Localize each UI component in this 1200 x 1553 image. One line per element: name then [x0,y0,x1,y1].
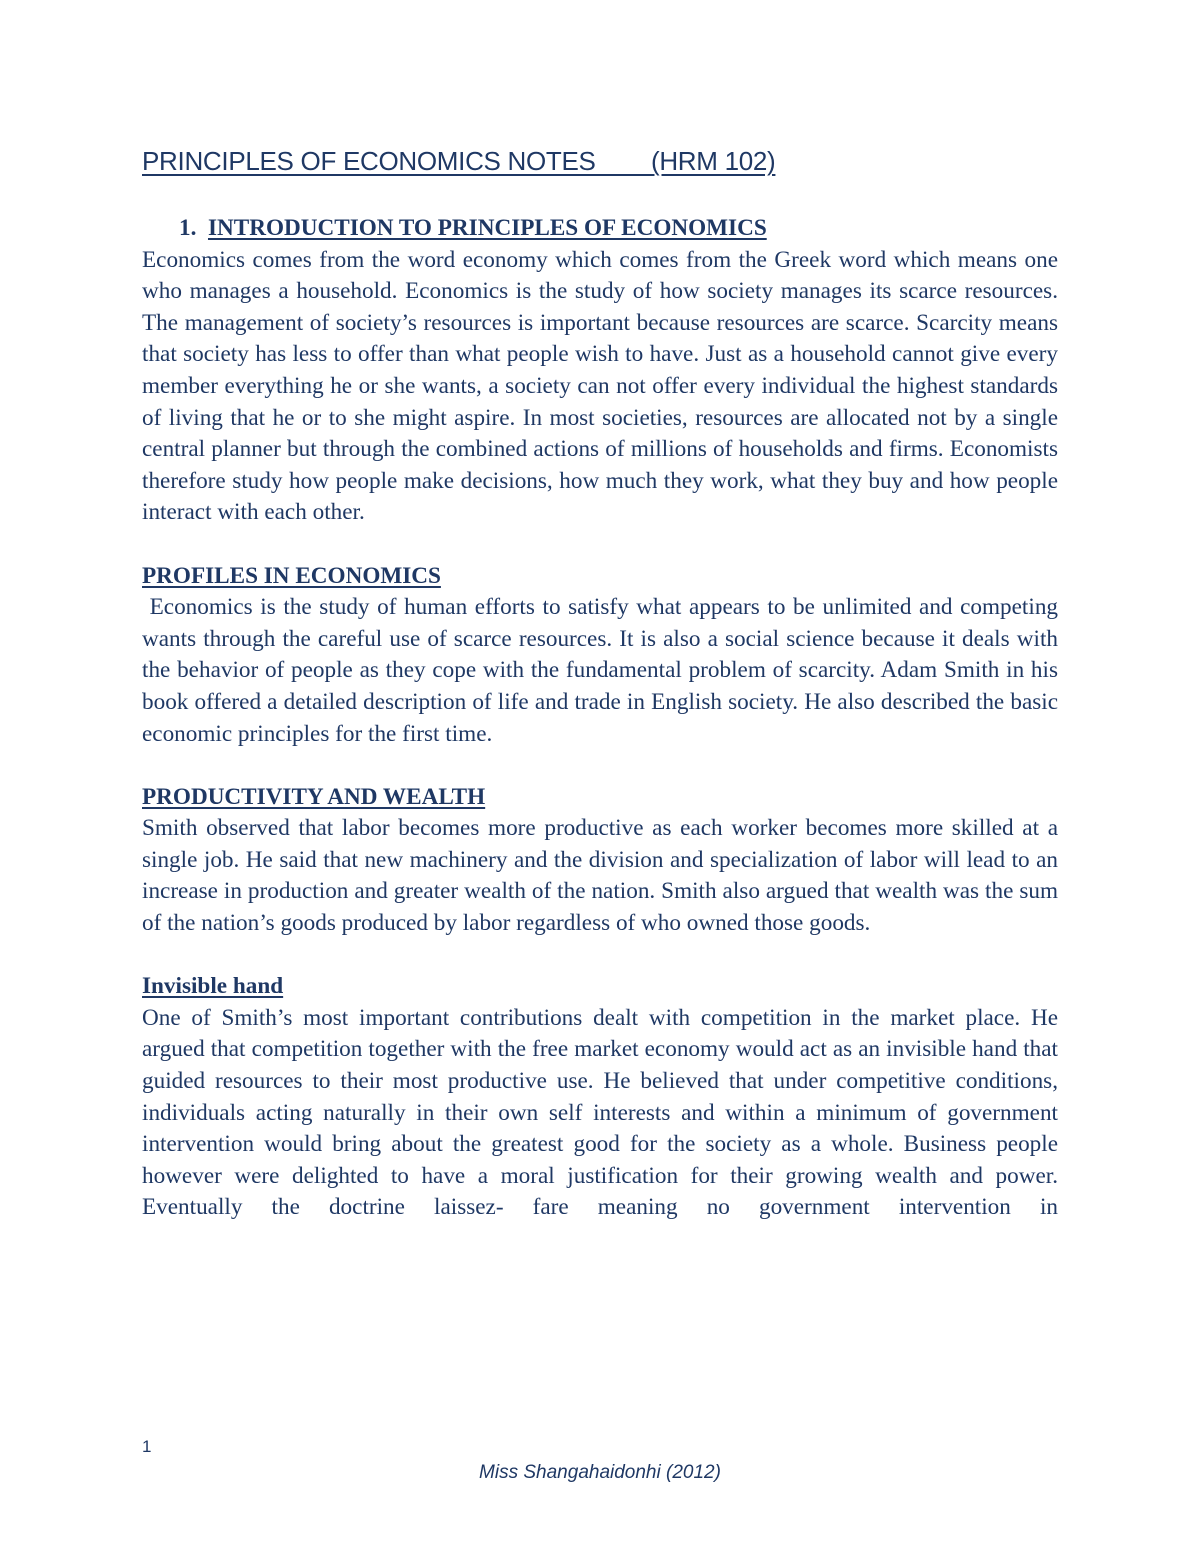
page-footer: Miss Shangahaidonhi (2012) [479,1462,721,1483]
document-body [142,213,1064,1224]
section-heading-profiles: PROFILES IN ECONOMICS [142,562,441,589]
section-paragraph-productivity: Smith observed that labor becomes more productive as each worker becomes more skilled at a single job. He said that new machinery and the division and specialization of labor will lead to an increase in production and greater wealth of the nation. Smith also argued that wealth was the sum of the nation’s goods produced by labor regardless of who owned those goods. [142,815,1058,937]
section-paragraph-introduction: Economics comes from the word economy which comes from the Greek word which means one who manages a household. Economics is the study of how society manages its scarce resources. The management of society’s resources is important because resources are scarce. Scarcity means that society has less to offer than what people wish to have. Just as a household cannot give every member everything he or she wants, a society can not offer every individual the highest standards of living that he or to she might aspire. In most societies, resources are allocated not by a single central planner but through the combined actions of millions of households and firms. Economists therefore study how people make decisions, how much they work, what they buy and how people interact with each other. [142,246,1058,526]
section-heading-invisible-hand: Invisible hand [142,973,284,1000]
document-title: PRINCIPLES OF ECONOMICS NOTES (HRM 102) [142,146,776,176]
section-heading-productivity: PRODUCTIVITY AND WEALTH [142,783,486,810]
section-paragraph-invisible-hand: One of Smith’s most important contributions dealt with competition in the market place. He argued that competition together with the free market economy would act as an invisible hand that guided resources to their most productive use. He believed that under competitive conditions, individuals acting naturally in their own self interests and within a minimum of government intervention would bring about the greatest good for the society as a whole. Business people however were delighted to have a moral justification for their growing wealth and power. Eventually the doctrine laissez- fare meaning no government intervention in [142,1004,1058,1221]
section-paragraph-profiles: Economics is the study of human efforts to satisfy what appears to be unlimited and competing wants through the careful use of scarce resources. It is also a social science because it deals with the behavior of people as they cope with the fundamental problem of scarcity. Adam Smith in his book offered a detailed description of life and trade in English society. He also described the basic economic principles for the first time. [142,594,1064,747]
page-number: 1 [142,1437,152,1456]
section-number: 1. [179,215,197,241]
section-heading-introduction [142,213,1058,245]
section-heading-label: INTRODUCTION TO PRINCIPLES OF ECONOMICS [207,215,767,241]
